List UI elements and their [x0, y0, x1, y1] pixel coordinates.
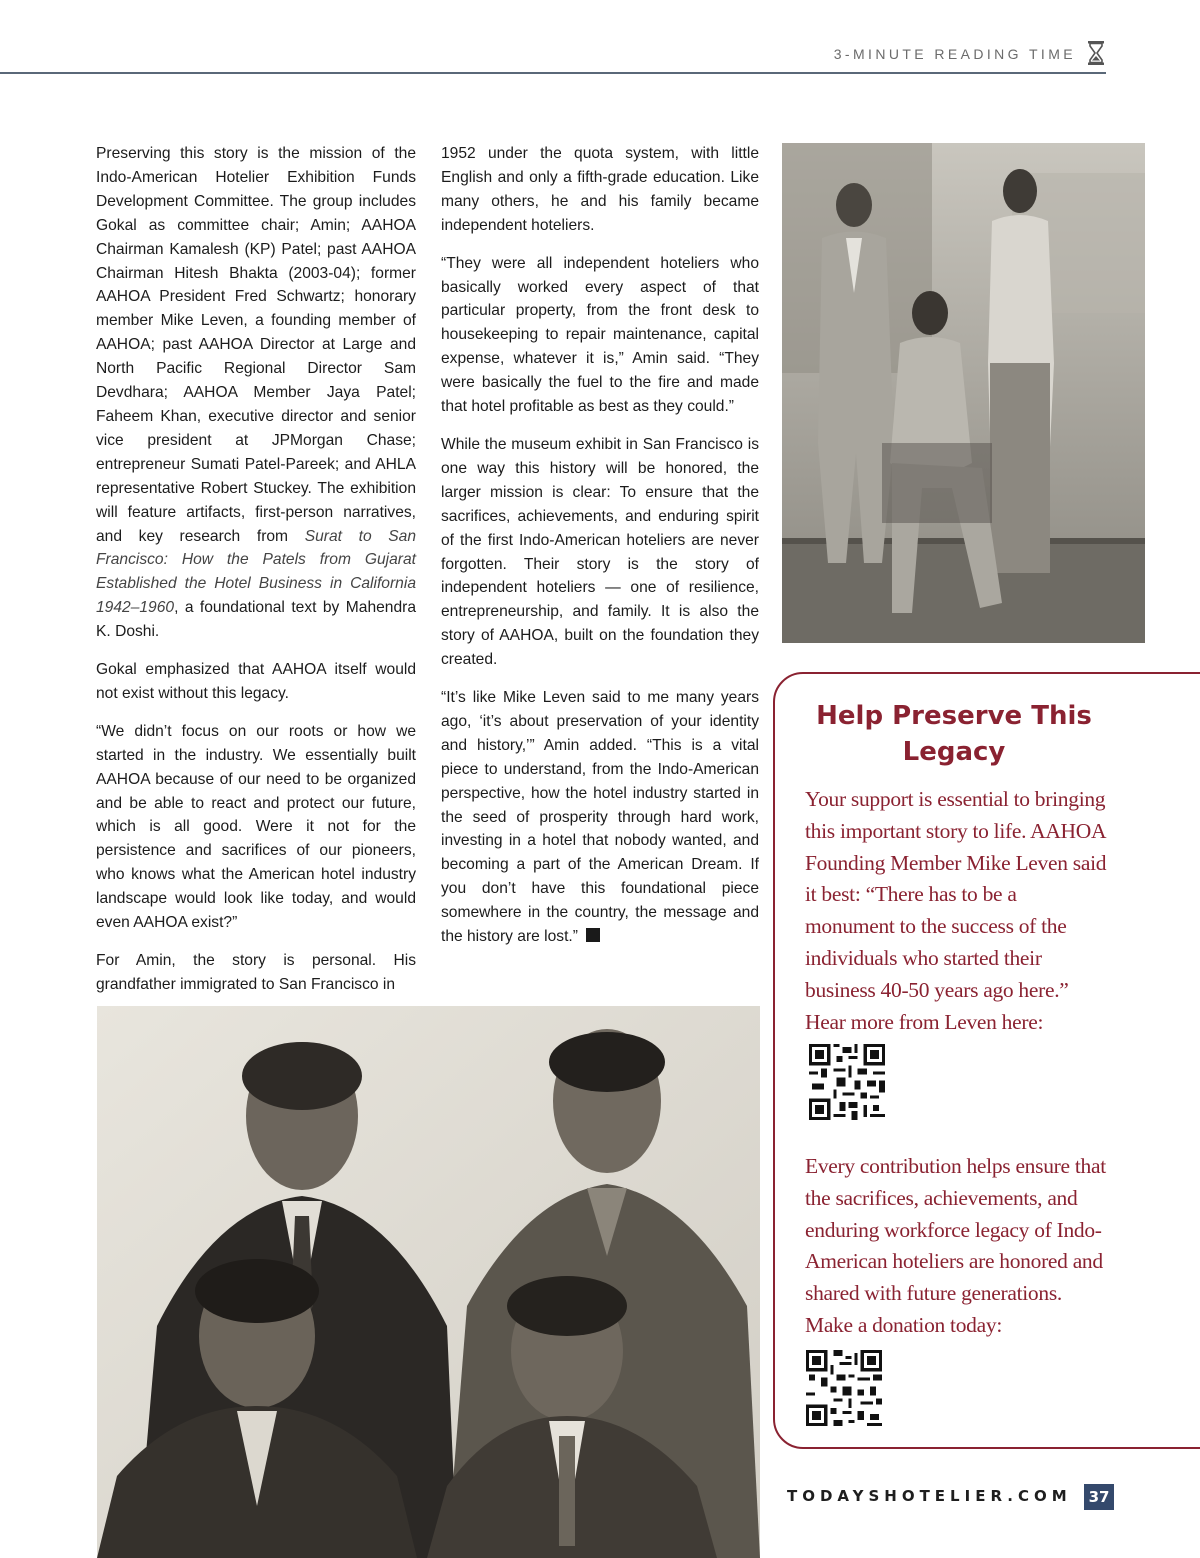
reading-time-label: 3-MINUTE READING TIME	[833, 46, 1076, 62]
paragraph-text: , a foundational text by Mahendra K. Doshi.	[96, 599, 416, 641]
article-paragraph: While the museum exhibit in San Francisco is one way this history will be honored, the larger mission is clear: To ensure that the sacrifices, achievements, and enduring spirit of the first Indo-American hoteliers are never forgotten. Their story is the story of independent hoteliers — one of resilience, entrepreneurship, and family. It is also the story of AAHOA, built on the foundation they created.	[441, 435, 759, 669]
sidebar-text-donation: Every contribution helps ensure that the sacrifices, achievements, and enduring workforce legacy of Indo-American hoteliers are honored and shared with future generations. Make a donation today:	[805, 1154, 1106, 1337]
sidebar-title: Help Preserve This Legacy	[816, 701, 1092, 767]
historical-photo-three-men	[782, 143, 1145, 643]
qr-code-donation[interactable]	[804, 1350, 884, 1426]
hourglass-icon	[1086, 40, 1106, 66]
sidebar-text-support: Your support is essential to bringing this important story to life. AAHOA Founding Member Mike Leven said it best: “There has to be a monument to the success of the individuals who started their business 40-50 years ago here.” Hear more from Leven here:	[805, 787, 1107, 1034]
footer-website[interactable]: TODAYSHOTELIER.COM	[787, 1487, 1072, 1505]
paragraph-text: Preserving this story is the mission of the Indo-American Hotelier Exhibition Funds Development Committee. The group includes Gokal as committee chair; Amin; AAHOA Chairman Kamalesh (KP) Patel; past AAHOA Chairman Hitesh Bhakta (2003-04); former AAHOA President Fred Schwartz; honorary member Mike Leven, a founding member of AAHOA; past AAHOA Director at Large and North Pacific Regional Director Sam Devdhara; AAHOA Member Jaya Patel; Faheem Khan, executive director and senior vice president at JPMorgan Chase; entrepreneur Sumati Patel-Pareek; and AHLA representative Robert Stuckey. The exhibition will feature artifacts, first-person narratives, and key research from	[96, 145, 416, 545]
article-paragraph: “They were all independent hoteliers who basically worked every aspect of that particular property, from the front desk to housekeeping to repair maintenance, capital expense, whatever it is,” Amin said. “They were basically the fuel to the fire and made that hotel profitable as best as they could.”	[441, 254, 759, 416]
historical-photo-four-men-portrait	[97, 1006, 760, 1558]
book-title: Surat to San Francisco: How the Patels from Gujarat Established the Hotel Business in California 1942–1960	[96, 527, 416, 617]
article-column-1	[96, 142, 416, 997]
qr-code-leven-video[interactable]	[807, 1044, 887, 1120]
header-rule	[0, 72, 1106, 74]
article-paragraph	[96, 142, 416, 644]
article-column-2	[441, 142, 759, 949]
article-paragraph: For Amin, the story is personal. His grandfather immigrated to San Francisco in	[96, 952, 416, 993]
paragraph-text: “It’s like Mike Leven said to me many years ago, ‘it’s about preservation of your identity and history,’” Amin added. “This is a vital piece to understand, from the Indo-American perspective, how the hotel industry started in the seed of prosperity through hard work, investing in a hotel that nobody wanted, and becoming a part of the American Dream. If you don’t have this foundational piece somewhere in the country, the message and the history are lost.”	[441, 689, 759, 946]
page-number-badge: 37	[1084, 1484, 1114, 1510]
article-paragraph	[441, 686, 759, 949]
article-paragraph: 1952 under the quota system, with little English and only a fifth-grade education. Like many others, he and his family became independent hoteliers.	[441, 145, 759, 234]
article-paragraph: “We didn’t focus on our roots or how we started in the industry. We essentially built AAHOA because of our need to be organized and be able to react and protect our future, which is all good. Were it not for the persistence and sacrifices of our pioneers, who knows what the American hotel industry landscape would look like today, and would even AAHOA exist?”	[96, 722, 416, 932]
article-paragraph: Gokal emphasized that AAHOA itself would not exist without this legacy.	[96, 661, 416, 702]
end-of-article-mark	[586, 928, 600, 942]
